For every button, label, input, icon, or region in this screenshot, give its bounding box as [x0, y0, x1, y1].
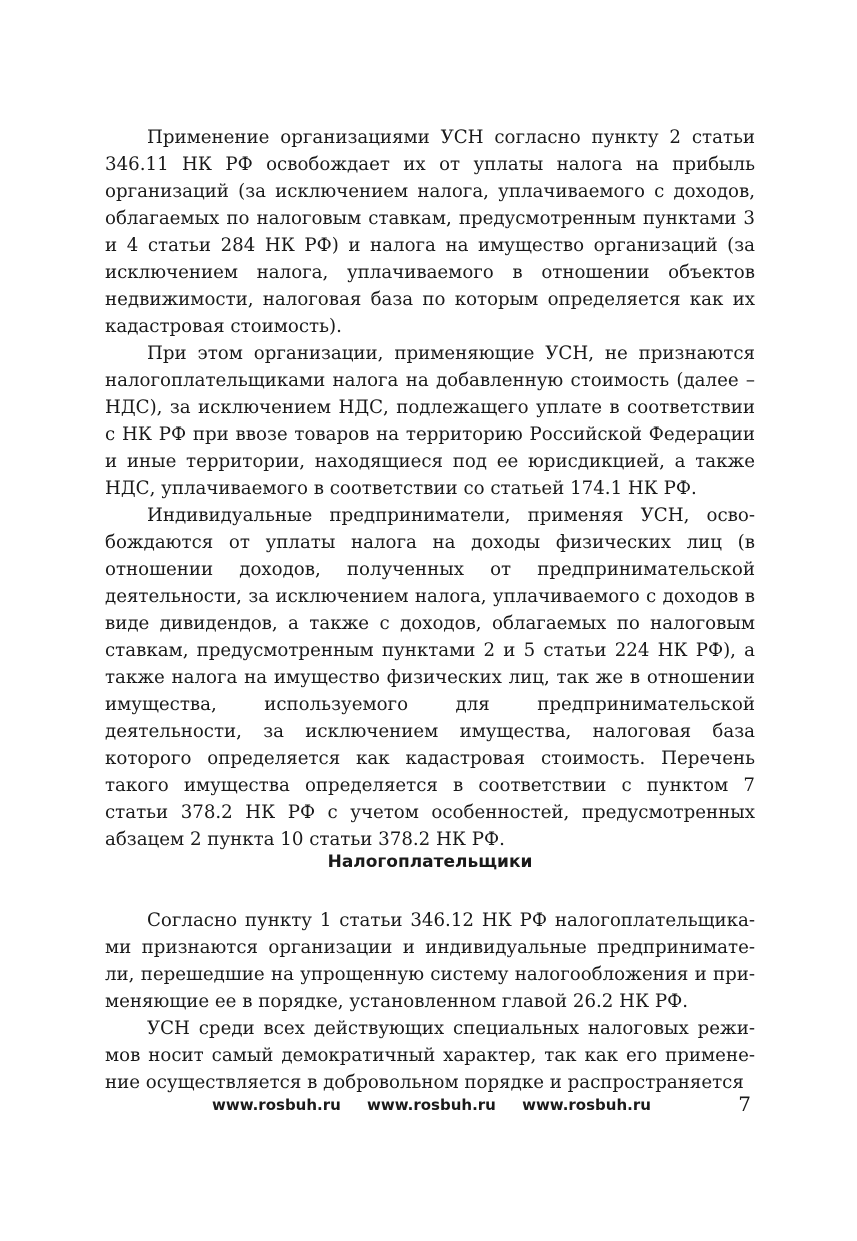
page-footer [105, 1094, 755, 1118]
footer-links [212, 1094, 651, 1116]
section-heading: Налогоплательщики [327, 852, 533, 872]
paragraph: УСН среди всех действующих специальных налоговых режимов носит самый демократичный характер, так как его применение осуществляется в добровольном порядке и распространяется [105, 1018, 755, 1093]
paragraph: При этом организации, применяющие УСН, не признаются налогоплательщиками налога на добавленную стоимость (далее – НДС), за исключением НДС, подлежащего уплате в соответствии с НК РФ при ввозе товаров на территорию Российской Федерации и иные территории, находящиеся под ее юрисдикцией, а также НДС, уплачиваемого в соответствии со статьей 174.1 НК РФ. [105, 343, 755, 499]
body-text-before-heading [105, 124, 755, 853]
paragraph: Индивидуальные предприниматели, применяя УСН, освобождаются от уплаты налога на доходы физических лиц (в отношении доходов, полученных от предпринимательской деятельности, за исключением налога, уплачиваемого с доходов в виде дивидендов, а также с доходов, облагаемых по налоговым ставкам, предусмотренным пунктами 2 и 5 статьи 224 НК РФ), а также налога на имущество физических лиц, так же в отношении имущества, используемого для предпринимательской деятельности, за исключением имущества, налоговая база которого определяется как кадастровая стоимость. Перечень такого имущества определяется в соответствии с пунктом 7 статьи 378.2 НК РФ с учетом особенностей, предусмотренных абзацем 2 пункта 10 статьи 378.2 НК РФ. [105, 505, 755, 850]
page-number: 7 [738, 1092, 751, 1116]
paragraph: Согласно пункту 1 статьи 346.12 НК РФ налогоплательщиками признаются организации и индивидуальные предприниматели, перешедшие на упрощенную систему налогообложения и применяющие ее в порядке, установленном главой 26.2 НК РФ. [105, 910, 755, 1012]
footer-link: www.rosbuh.ru [367, 1096, 496, 1114]
body-text-after-heading [105, 907, 755, 1096]
footer-link: www.rosbuh.ru [522, 1096, 651, 1114]
footer-link: www.rosbuh.ru [212, 1096, 341, 1114]
paragraph: Применение организациями УСН согласно пункту 2 статьи 346.11 НК РФ освобождает их от уплаты налога на прибыль организаций (за исключением налога, уплачиваемого с доходов, облагаемых по налоговым ставкам, предусмотренным пунктами 3 и 4 статьи 284 НК РФ) и налога на имущество организаций (за исключением налога, уплачиваемого в отношении объектов недвижимости, налоговая база по которым определяется как их кадастровая стоимость). [105, 127, 755, 337]
